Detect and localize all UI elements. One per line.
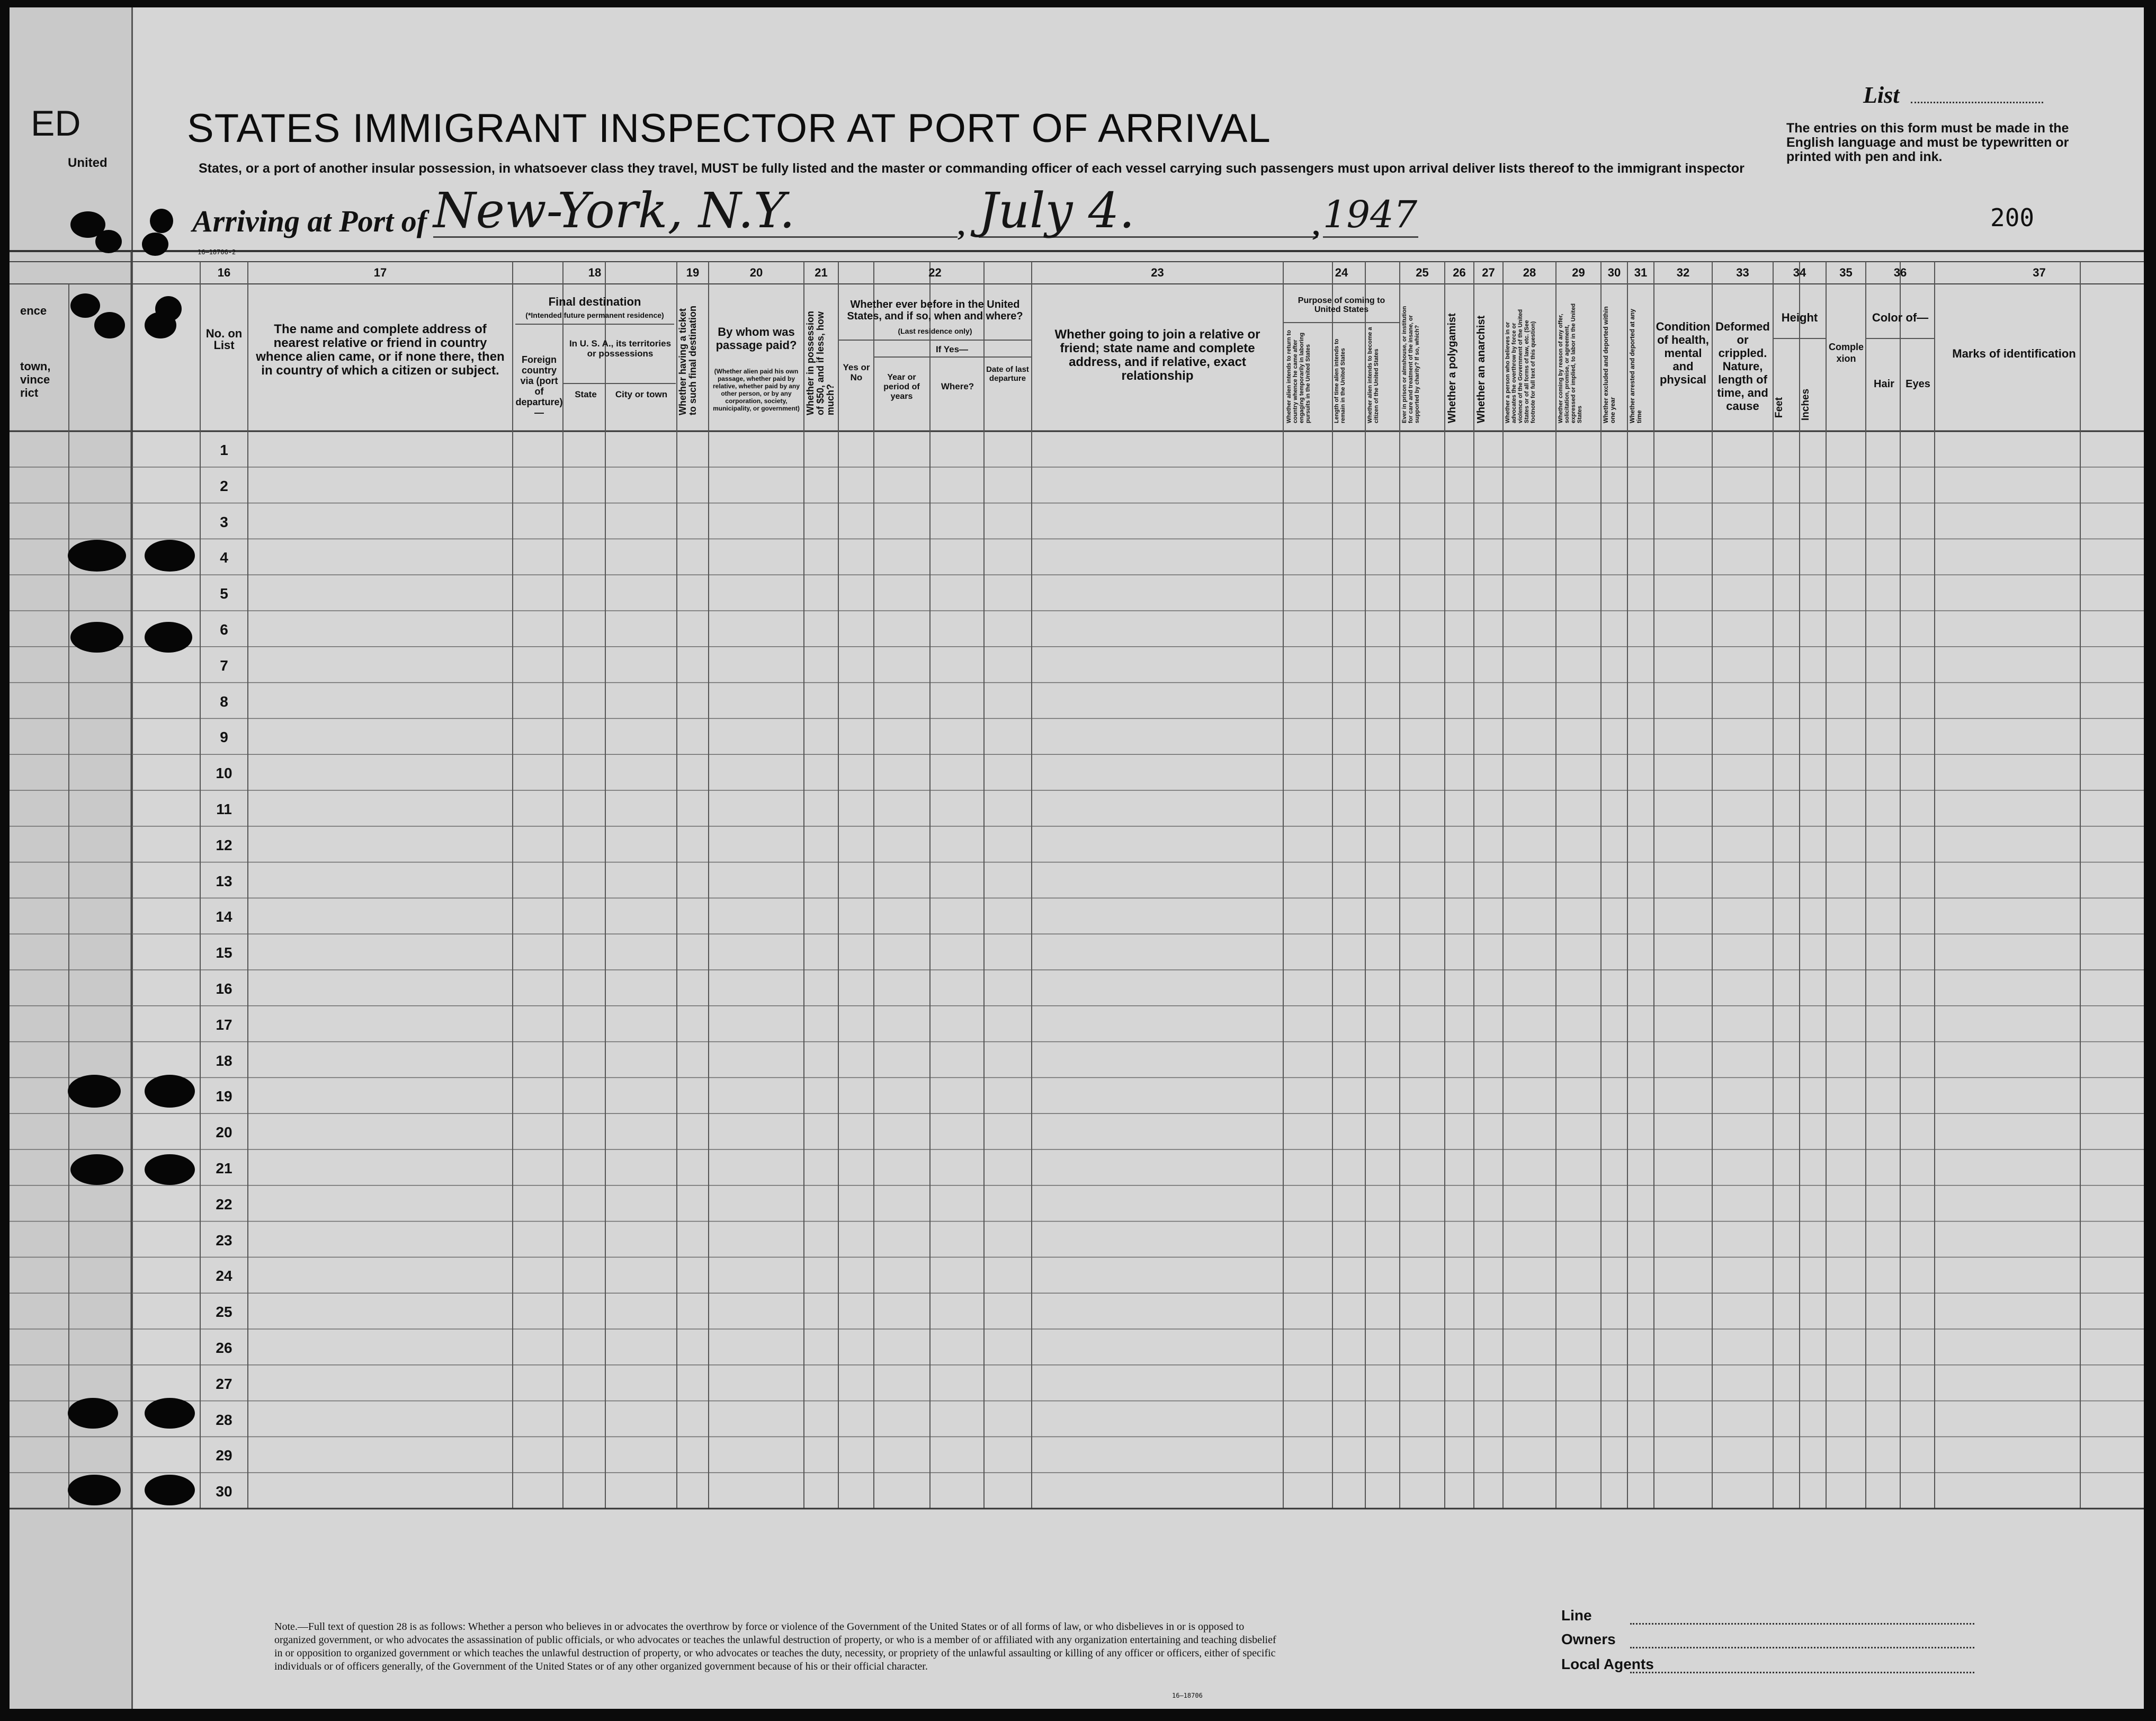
binder-hole	[68, 1398, 118, 1429]
handwritten-port: New-York, N.Y.	[433, 182, 795, 239]
handwritten-year: 1947	[1323, 193, 1418, 236]
binder-hole	[145, 1075, 195, 1108]
arriving-port-label: Arriving at Port of	[192, 204, 427, 238]
column-number: 36	[1893, 266, 1907, 279]
column-number: 28	[1523, 266, 1536, 279]
column-number: 18	[588, 266, 602, 279]
binder-hole	[94, 312, 125, 338]
manifest-grid	[10, 7, 2144, 1709]
column-number: 16	[217, 266, 231, 279]
row-number: 10	[216, 765, 232, 782]
local-agents-fill-line	[1630, 1672, 1974, 1673]
header-nearest-relative: The name and complete address of nearest relative or friend in country whence alien came, or if none there, then in country of which a citizen or subject.	[256, 322, 505, 378]
column-number: 19	[686, 266, 700, 279]
header-fifty-dollars: Whether in possession of $50, and if less, how much?	[805, 310, 836, 415]
header-last-residence: (Last residence only)	[898, 327, 972, 335]
header-intends-citizen: Whether alien intends to become a citizen of the United States	[1367, 327, 1380, 423]
column-number: 30	[1607, 266, 1621, 279]
entry-instruction-note: The entries on this form must be made in the English language and must be typewritten or printed with pen and ink.	[1786, 121, 2069, 164]
row-number: 8	[220, 693, 228, 710]
list-fill-line	[1911, 102, 2043, 103]
left-stub-text: town,	[20, 360, 51, 373]
row-number: 2	[220, 477, 228, 494]
column-number: 25	[1416, 266, 1429, 279]
row-number: 21	[216, 1160, 232, 1176]
row-number: 11	[216, 801, 232, 817]
header-year-period: Year or period of years	[883, 373, 920, 401]
binder-hole	[145, 1475, 195, 1505]
row-number: 19	[216, 1088, 232, 1105]
row-number: 9	[220, 729, 228, 746]
row-number: 25	[216, 1304, 232, 1321]
column-number: 20	[749, 266, 763, 279]
header-state: State	[575, 389, 597, 399]
binder-hole	[95, 230, 122, 253]
row-number: 29	[216, 1447, 232, 1464]
header-color-of: Color of—	[1872, 311, 1929, 324]
header-feet: Feet	[1774, 397, 1785, 418]
header-if-yes: If Yes—	[935, 344, 969, 354]
list-label: List	[1863, 82, 1900, 108]
form-instruction: States, or a port of another insular possession, in whatsoever class they travel, MUST be fully listed and the master or commanding officer of each vessel carrying such passengers must upon arrival deliver lists thereof to the immigrant inspector	[199, 161, 1745, 176]
column-number: 37	[2033, 266, 2046, 279]
column-number: 31	[1634, 266, 1648, 279]
binder-hole	[145, 1154, 195, 1185]
binder-hole	[70, 1154, 123, 1185]
header-overthrow: Whether a person who believes in or advocates the overthrow by force or violence of the Government of the United States or of all forms of law, etc. (See footnote for full text of this question)	[1505, 309, 1536, 423]
binder-hole	[145, 1398, 195, 1429]
binder-hole	[68, 1075, 121, 1108]
row-number: 16	[216, 980, 232, 997]
column-number: 17	[373, 266, 387, 279]
column-number: 23	[1151, 266, 1164, 279]
header-intends-return: Whether alien intends to return to country whence he came after engaging temporarily in laboring pursuits in the United States	[1286, 329, 1311, 423]
binder-hole	[68, 540, 126, 572]
owners-fill-line	[1630, 1647, 1974, 1648]
row-number: 22	[216, 1196, 232, 1212]
row-number: 14	[216, 908, 232, 925]
owners-label: Owners	[1561, 1631, 1616, 1647]
row-number: 30	[216, 1483, 232, 1500]
left-stub-text: rict	[20, 386, 39, 399]
manifest-sheet: ED United ence town, vince rict STATES IMMIGRANT INSPECTOR AT PORT OF ARRIVAL States, or a port of another insular possession, in whatsoever class they travel, MUST be fully listed and the master or commanding officer of each vessel carrying such passengers must upon arrival deliver lists thereof to the immigrant inspector List The entries on this form must be made in the English language and must be typewritten or printed with pen and ink. Arriving at Port of , , New-York, N.Y. July 4. 1947 200 16—18706-2 16 17 18 19 20 21 22 23 24 25 26 27 28 29 30 31 32 33 34 35 36 37 No. on List The name and complete address of nearest relative or friend in country whence alien came, or if none there, then in country of which a citizen or subject. Final destination (*Intended future permanent residence) Foreign country via (port of departure)— In U. S. A., its territories or possessions State City or town Whether having a ticket to such final destination By whom was passage paid? (Whether alien paid his own passage, whether paid by relative, whether paid by any other person, or by any corporation, society, municipality, or government) Whether in possession of $50, and if less, how much? Whether ever before in the United States, and if so, when and where? (Last residence only) Yes or No If Yes— Year or period of years Where? Date of last departure Whether going to join a relative or friend; state name and complete address, and if relative, exact relationship Purpose of coming to United States Whether alien intends to return to country whence he came after engaging temporarily in laboring pursuits in the United States Length of time alien intends to remain in the United States Whether alien intends to become a citizen of the United States Ever in prison or almshouse, or institution for care and treatment of the insane, or supported by charity? If so, which? Whether a polygamist Whether an anarchist Whether a person who believes in or advocates the overthrow by force or violence of the Government of the United States or of all forms of law, etc. (See footnote for full text of this question) Whether coming by reason of any offer, solicitation, promise, or agreement, expressed or implied, to labor in the United States Whether excluded and deported within one year Whether arrested and deported at any time Condition of health, mental and physical Deformed or crippled. Nature, length of time, and cause Height Feet Inches Complexion Color of— Hair Eyes Marks of identification 1 2 3 4 5 6 7 8 9 10 11 12 13 14 15 16 17 18 19 20 21 22 23 24 25 26 27 28 29 30 Note.—Full text of question 28 is as follows: Whether a person who believes in or advocates the overthrow by force or violence of the Government of the United States or of all forms of law, or who disbelieves in or is opposed to organized government, or who advocates the assassination of public officials, or who advocates or teaches the unlawful destruction of property, or who is a member of or affiliated with any organization entertaining and teaching disbelief in or opposition to organized government or which teaches the unlawful destruction of property, or who advocates or teaches the duty, necessity, or propriety of the unlawful assaulting or killing of any officer or officers, either of specific individuals or of officers generally, of the Government of the United States or of any other organized government because of his or their official character. 16—18706 Line Owners Local Agents	[10, 7, 2144, 1709]
binder-hole	[68, 1475, 121, 1505]
header-health: Condition of health, mental and physical	[1656, 320, 1711, 386]
header-foreign-country: Foreign country via (port of departure)—	[515, 354, 563, 418]
column-number: 24	[1335, 266, 1348, 279]
column-number: 33	[1736, 266, 1749, 279]
form-title: STATES IMMIGRANT INSPECTOR AT PORT OF ARRIVAL	[187, 106, 1271, 151]
line-fill-line	[1630, 1623, 1974, 1625]
row-number: 1	[220, 442, 228, 458]
page-number: 200	[1990, 203, 2035, 232]
header-anarchist: Whether an anarchist	[1475, 315, 1487, 423]
column-number: 34	[1793, 266, 1806, 279]
column-number: 32	[1676, 266, 1690, 279]
row-number: 17	[216, 1016, 232, 1033]
header-yes-or-no: Yes or No	[843, 362, 870, 382]
line-label: Line	[1561, 1607, 1592, 1624]
header-inches: Inches	[1800, 388, 1811, 421]
row-number: 7	[220, 657, 228, 674]
header-complexion: Complexion	[1828, 342, 1864, 364]
header-passage-paid-note: (Whether alien paid his own passage, whether paid by relative, whether paid by any other person, or by any corporation, society, municipality, or government)	[712, 368, 800, 412]
header-arrested-deported: Whether arrested and deported at any time	[1629, 308, 1643, 423]
form-code-bottom: 16—18706	[1172, 1692, 1203, 1699]
binder-hole	[150, 209, 173, 233]
left-united-fragment: United	[68, 156, 108, 170]
row-number: 3	[220, 513, 228, 530]
local-agents-label: Local Agents	[1561, 1656, 1654, 1672]
binder-hole	[142, 233, 168, 256]
left-title-fragment: ED	[31, 103, 81, 144]
left-stub-text: ence	[20, 304, 47, 317]
header-city-town: City or town	[615, 389, 668, 399]
column-number: 26	[1453, 266, 1466, 279]
column-number: 27	[1482, 266, 1495, 279]
header-purpose: Purpose of coming to United States	[1298, 296, 1385, 314]
row-number: 13	[216, 872, 232, 889]
row-number: 27	[216, 1375, 232, 1392]
row-number: 20	[216, 1124, 232, 1141]
binder-hole	[70, 622, 123, 653]
header-ever-before-us: Whether ever before in the United States, and if so, when and where?	[847, 299, 1023, 322]
header-in-usa: In U. S. A., its territories or possessions	[569, 338, 672, 359]
row-number: 26	[216, 1340, 232, 1356]
binder-hole	[70, 293, 100, 318]
header-marks-identification: Marks of identification	[1952, 347, 2076, 360]
header-no-on-list: No. on List	[205, 327, 243, 352]
row-number: 15	[216, 944, 232, 961]
row-number: 4	[220, 549, 228, 566]
year-fill-line	[1323, 236, 1418, 238]
header-height: Height	[1781, 311, 1818, 324]
header-length-of-stay: Length of time alien intends to remain in the United States	[1334, 338, 1346, 423]
footnote-question-28: Note.—Full text of question 28 is as follows: Whether a person who believes in or advocates the overthrow by force or violence of the Government of the United States or of all forms of law, or who disbelieves in or is opposed to organized government, or who advocates the assassination of public officials, or who advocates or teaches the unlawful destruction of property, or who is a member of or affiliated with any organization entertaining and teaching disbelief in or opposition to organized government or which teaches the unlawful destruction of property, or who advocates or teaches the duty, necessity, or propriety of the unlawful assaulting or killing of any officer or officers, either of specific individuals or of officers generally, of the Government of the United States or of any other organized government because of his or their official character.	[274, 1621, 1276, 1672]
column-number: 35	[1839, 266, 1853, 279]
row-number: 6	[220, 621, 228, 638]
header-passage-paid: By whom was passage paid?	[715, 325, 797, 352]
column-number: 21	[815, 266, 828, 279]
header-join-relative: Whether going to join a relative or friend; state name and complete address, and if relative, exact relationship	[1054, 327, 1260, 383]
form-code-top: 16—18706-2	[198, 248, 236, 256]
header-excluded-deported: Whether excluded and deported within one year	[1602, 306, 1616, 423]
header-eyes: Eyes	[1905, 378, 1930, 390]
binder-hole	[145, 622, 192, 653]
row-number: 18	[216, 1052, 232, 1069]
header-deformed: Deformed or crippled. Nature, length of time, and cause	[1715, 320, 1770, 413]
column-number: 29	[1572, 266, 1585, 279]
row-number: 28	[216, 1411, 232, 1428]
row-number: 23	[216, 1232, 232, 1249]
left-stub-text: vince	[20, 373, 50, 386]
header-prison-almshouse: Ever in prison or almshouse, or institution for care and treatment of the insane, or supported by charity? If so, which?	[1401, 306, 1420, 423]
header-hair: Hair	[1874, 378, 1894, 390]
header-final-destination-note: (*Intended future permanent residence)	[525, 311, 664, 319]
header-date-last-departure: Date of last departure	[986, 365, 1029, 383]
header-ticket: Whether having a ticket to such final destination	[677, 305, 698, 415]
row-number: 5	[220, 585, 228, 602]
row-number: 12	[216, 836, 232, 853]
handwritten-date: July 4.	[979, 182, 1135, 239]
row-number: 24	[216, 1268, 232, 1285]
binder-hole	[145, 312, 176, 338]
binder-hole	[145, 540, 195, 572]
header-polygamist: Whether a polygamist	[1446, 313, 1458, 423]
column-number: 22	[928, 266, 942, 279]
header-final-destination: Final destination	[548, 295, 641, 308]
header-offer-labor: Whether coming by reason of any offer, solicitation, promise, or agreement, expressed or implied, to labor in the United States	[1558, 303, 1583, 423]
header-where: Where?	[941, 381, 974, 391]
